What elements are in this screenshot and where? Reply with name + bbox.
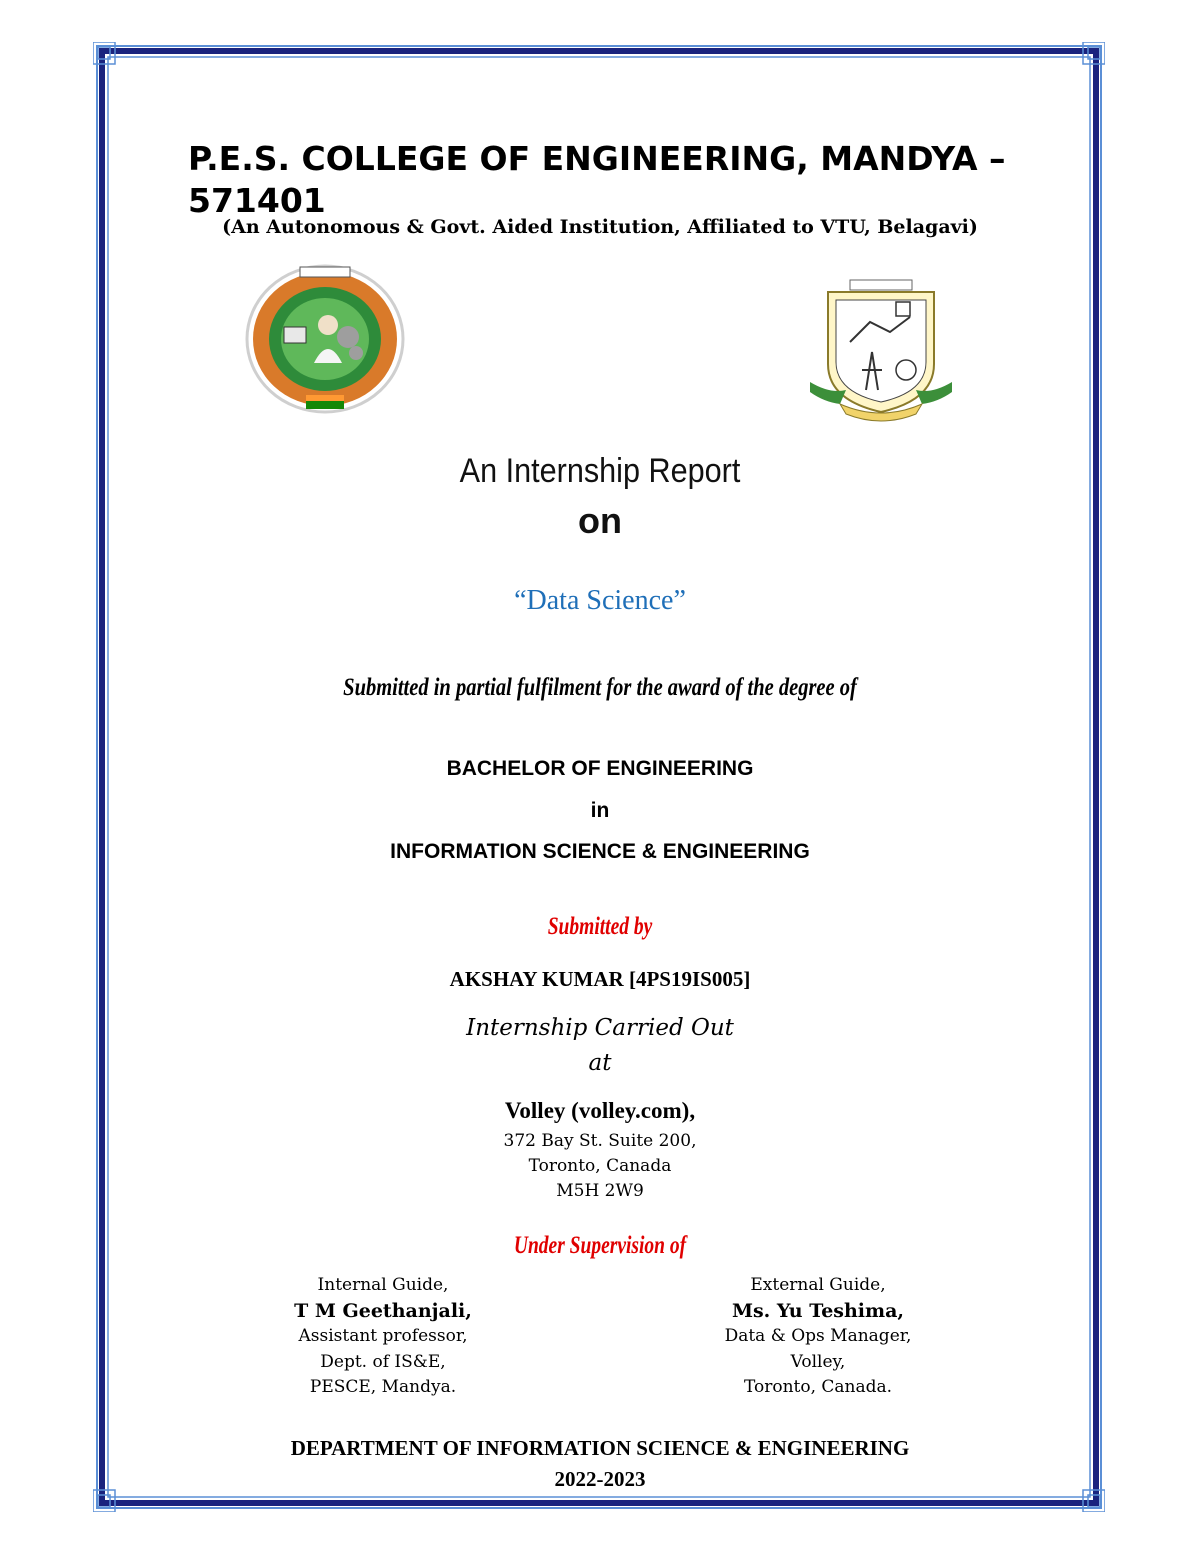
report-topic: “Data Science” [514, 585, 686, 616]
degree-in: in [590, 799, 610, 822]
report-on: on [578, 500, 622, 541]
internal-guide-place: PESCE, Mandya. [309, 1377, 457, 1397]
internal-guide-dept: Dept. of IS&E, [320, 1351, 446, 1372]
vtu-seal-logo [244, 263, 406, 415]
internship-at: at [588, 1050, 612, 1076]
student-name: AKSHAY KUMAR [4PS19IS005] [449, 967, 751, 991]
external-guide-designation: Data & Ops Manager, [724, 1326, 912, 1346]
external-guide-place: Toronto, Canada. [743, 1377, 893, 1397]
branch-name: INFORMATION SCIENCE & ENGINEERING [390, 840, 810, 863]
external-guide [668, 1273, 968, 1401]
external-guide-dept: Volley, [790, 1351, 846, 1372]
college-name: P.E.S. COLLEGE OF ENGINEERING, MANDYA – 571401 [188, 139, 1006, 220]
internal-guide-name: T M Geethanjali, [294, 1299, 472, 1322]
supervision-heading: Under Supervision of [513, 1232, 687, 1259]
academic-year: 2022-2023 [554, 1467, 646, 1491]
department-name: DEPARTMENT OF INFORMATION SCIENCE & ENGINEERING [290, 1436, 910, 1460]
internship-carried-out: Internship Carried Out [466, 1015, 734, 1041]
college-subtitle: (An Autonomous & Govt. Aided Institution, Affiliated to VTU, Belagavi) [222, 216, 978, 238]
company-address-line1: 372 Bay St. Suite 200, [503, 1131, 697, 1151]
submitted-in-partial-fulfilment: Submitted in partial fulfilment for the award of the degree of [343, 674, 857, 701]
company-address-line2: Toronto, Canada [528, 1156, 672, 1176]
internal-guide-designation: Assistant professor, [298, 1326, 468, 1346]
degree-name: BACHELOR OF ENGINEERING [446, 757, 754, 780]
report-title: An Internship Report [459, 452, 741, 490]
external-guide-role: External Guide, [750, 1275, 886, 1295]
internal-guide-role: Internal Guide, [317, 1275, 449, 1295]
pes-college-emblem-logo [810, 272, 952, 422]
submitted-by-heading: Submitted by [547, 913, 653, 940]
company-name: Volley (volley.com), [504, 1098, 696, 1123]
internal-guide [233, 1273, 533, 1401]
company-address-line3: M5H 2W9 [556, 1181, 644, 1201]
external-guide-name: Ms. Yu Teshima, [731, 1299, 905, 1322]
